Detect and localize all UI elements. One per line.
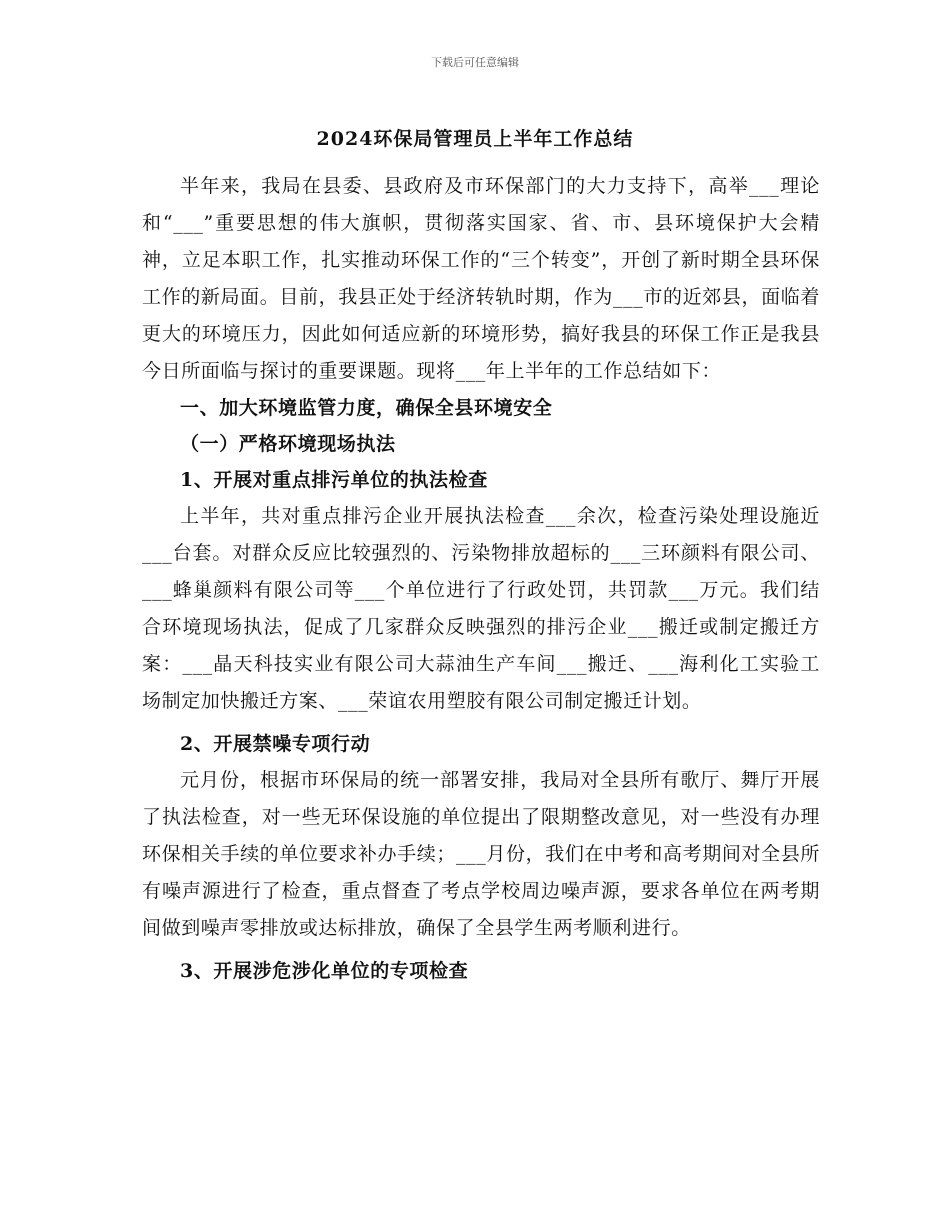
item-heading-3: 3、开展涉危涉化单位的专项检查: [180, 960, 469, 982]
item-heading-1: 1、开展对重点排污单位的执法检查: [180, 469, 488, 491]
document-body: [142, 168, 820, 989]
item-paragraph-2: 元月份，根据市环保局的统一部署安排，我局对全县所有歌厅、舞厅开展了执法检查，对一些无环保设施的单位提出了限期整改意见，对一些没有办理环保相关手续的单位要求补办手续；___月份，我们在中考和高考期间对全县所有噪声源进行了检查，重点督查了考点学校周边噪声源，要求各单位在两考期间做到噪声零排放或达标排放，确保了全县学生两考顺利进行。: [142, 769, 820, 939]
intro-paragraph: 半年来，我局在县委、县政府及市环保部门的大力支持下，高举___理论和“___”重要思想的伟大旗帜，贯彻落实国家、省、市、县环境保护大会精神，立足本职工作，扎实推动环保工作的“三个转变”，开创了新时期全县环保工作的新局面。目前，我县正处于经济转轨时期，作为___市的近郊县，面临着更大的环境压力，因此如何适应新的环境形势，搞好我县的环保工作正是我县今日所面临与探讨的重要课题。现将___年上半年的工作总结如下：: [142, 175, 820, 382]
document-title: 2024环保局管理员上半年工作总结: [316, 128, 634, 150]
section-heading-1: 一、加大环境监管力度，确保全县环境安全: [180, 397, 553, 419]
item-heading-2: 2、开展禁噪专项行动: [180, 733, 371, 755]
page-header: 下载后可任意编辑: [431, 56, 519, 69]
subsection-heading-1: （一）严格环境现场执法: [180, 433, 396, 455]
item-paragraph-1: 上半年，共对重点排污企业开展执法检查___余次，检查污染处理设施近___台套。对群众反应比较强烈的、污染物排放超标的___三环颜料有限公司、___蜂巢颜料有限公司等___个单位进行了行政处罚，共罚款___万元。我们结合环境现场执法，促成了几家群众反映强烈的排污企业___搬迁或制定搬迁方案：___晶天科技实业有限公司大蒜油生产车间___搬迁、___海利化工实验工场制定加快搬迁方案、___荣谊农用塑胶有限公司制定搬迁计划。: [142, 505, 820, 712]
